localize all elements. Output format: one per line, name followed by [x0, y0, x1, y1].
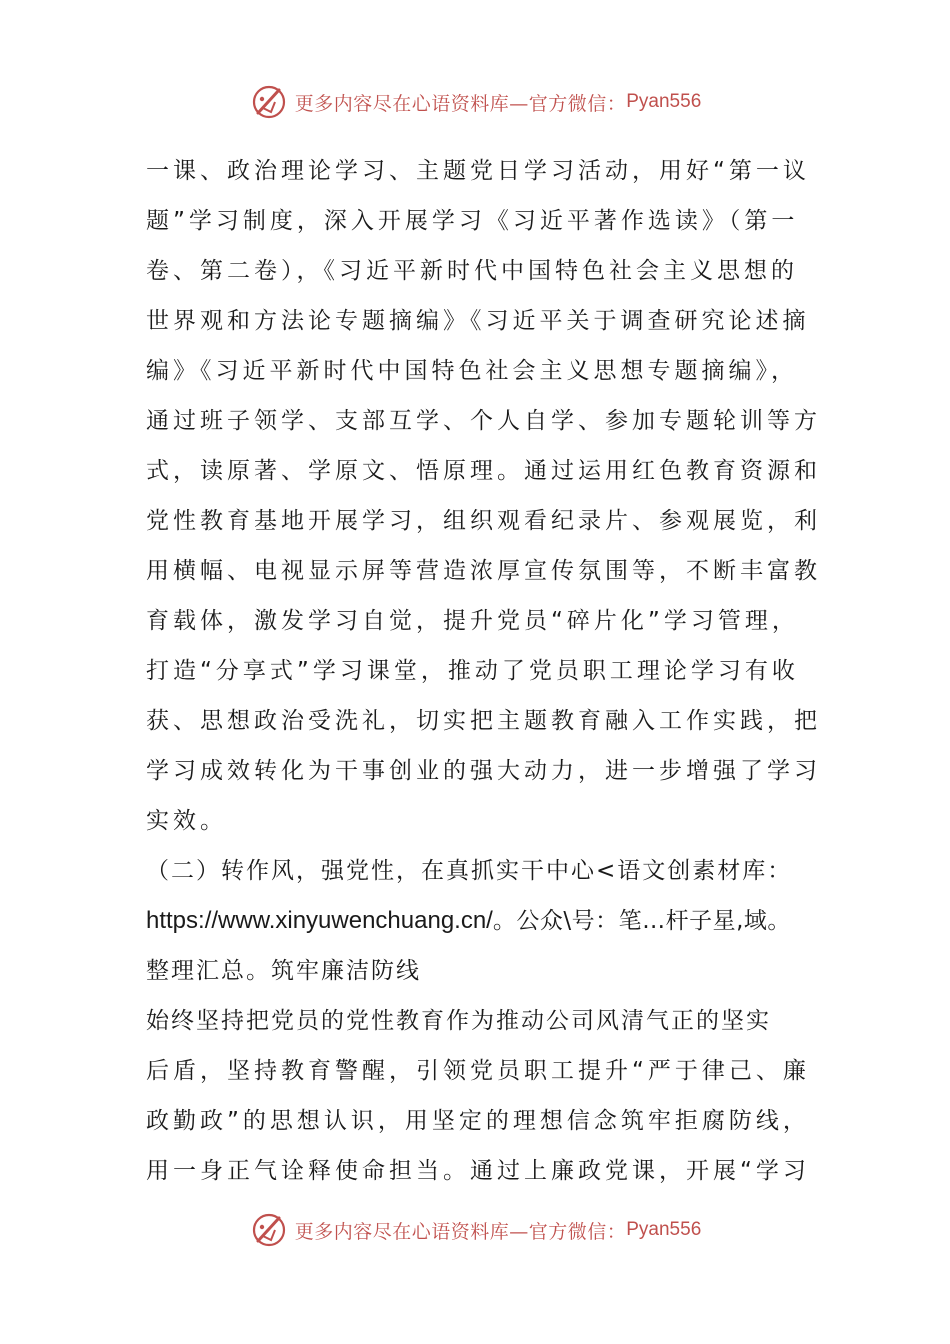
body-line: 实效。: [146, 808, 227, 834]
body-line: 世界观和方法论专题摘编》《习近平关于调查研究论述摘: [146, 308, 810, 334]
header-banner-text: 更多内容尽在心语资料库—官方微信：: [294, 92, 627, 115]
header-banner-id: Pyan556: [626, 91, 702, 112]
url-line-rest: 。公众\号：笔…杆子星,域。: [492, 908, 791, 934]
footer-banner-id: Pyan556: [626, 1219, 702, 1240]
body-line: 用一身正气诠释使命担当。通过上廉政党课，开展“学习: [146, 1158, 810, 1184]
body-line: 育载体，激发学习自觉，提升党员“碎片化”学习管理，: [146, 608, 799, 634]
body-line: 整理汇总。筑牢廉洁防线: [146, 958, 421, 984]
body-line: 获、思想政治受洗礼，切实把主题教育融入工作实践，把: [146, 708, 821, 734]
header-banner: [0, 80, 950, 124]
document-body: [146, 146, 821, 1196]
body-line: 学习成效转化为干事创业的强大动力，进一步增强了学习: [146, 758, 821, 784]
body-line: 卷、第二卷），《习近平新时代中国特色社会主义思想的: [146, 258, 798, 284]
body-line: 通过班子领学、支部互学、个人自学、参加专题轮训等方: [146, 408, 821, 434]
body-line: 始终坚持把党员的党性教育作为推动公司风清气正的坚实: [146, 1008, 771, 1034]
body-line: 党性教育基地开展学习，组织观看纪录片、参观展览，利: [146, 508, 821, 534]
body-line: 政勤政”的思想认识，用坚定的理想信念筑牢拒腐防线，: [146, 1108, 810, 1134]
url-line: [146, 896, 816, 946]
section-heading-line: （二）转作风，强党性，在真抓实干中心<语文创素材库：: [146, 858, 793, 884]
footer-banner-text: 更多内容尽在心语资料库—官方微信：: [294, 1220, 627, 1243]
body-line: 用横幅、电视显示屏等营造浓厚宣传氛围等，不断丰富教: [146, 558, 821, 584]
body-line: 编》《习近平新时代中国特色社会主义思想专题摘编》，: [146, 358, 798, 384]
source-url: https://www.xinyuwenchuang.cn/: [146, 907, 493, 934]
quill-seal-icon: [249, 1210, 289, 1250]
body-line: 后盾，坚持教育警醒，引领党员职工提升“严于律己、廉: [146, 1058, 810, 1084]
body-line: 一课、政治理论学习、主题党日学习活动，用好“第一议: [146, 158, 810, 184]
body-line: 题”学习制度，深入开展学习《习近平著作选读》（第一: [146, 208, 799, 234]
quill-seal-icon: [249, 82, 289, 122]
body-line: 式，读原著、学原文、悟原理。通过运用红色教育资源和: [146, 458, 821, 484]
body-line: 打造“分享式”学习课堂，推动了党员职工理论学习有收: [146, 658, 799, 684]
footer-banner: [0, 1208, 950, 1252]
